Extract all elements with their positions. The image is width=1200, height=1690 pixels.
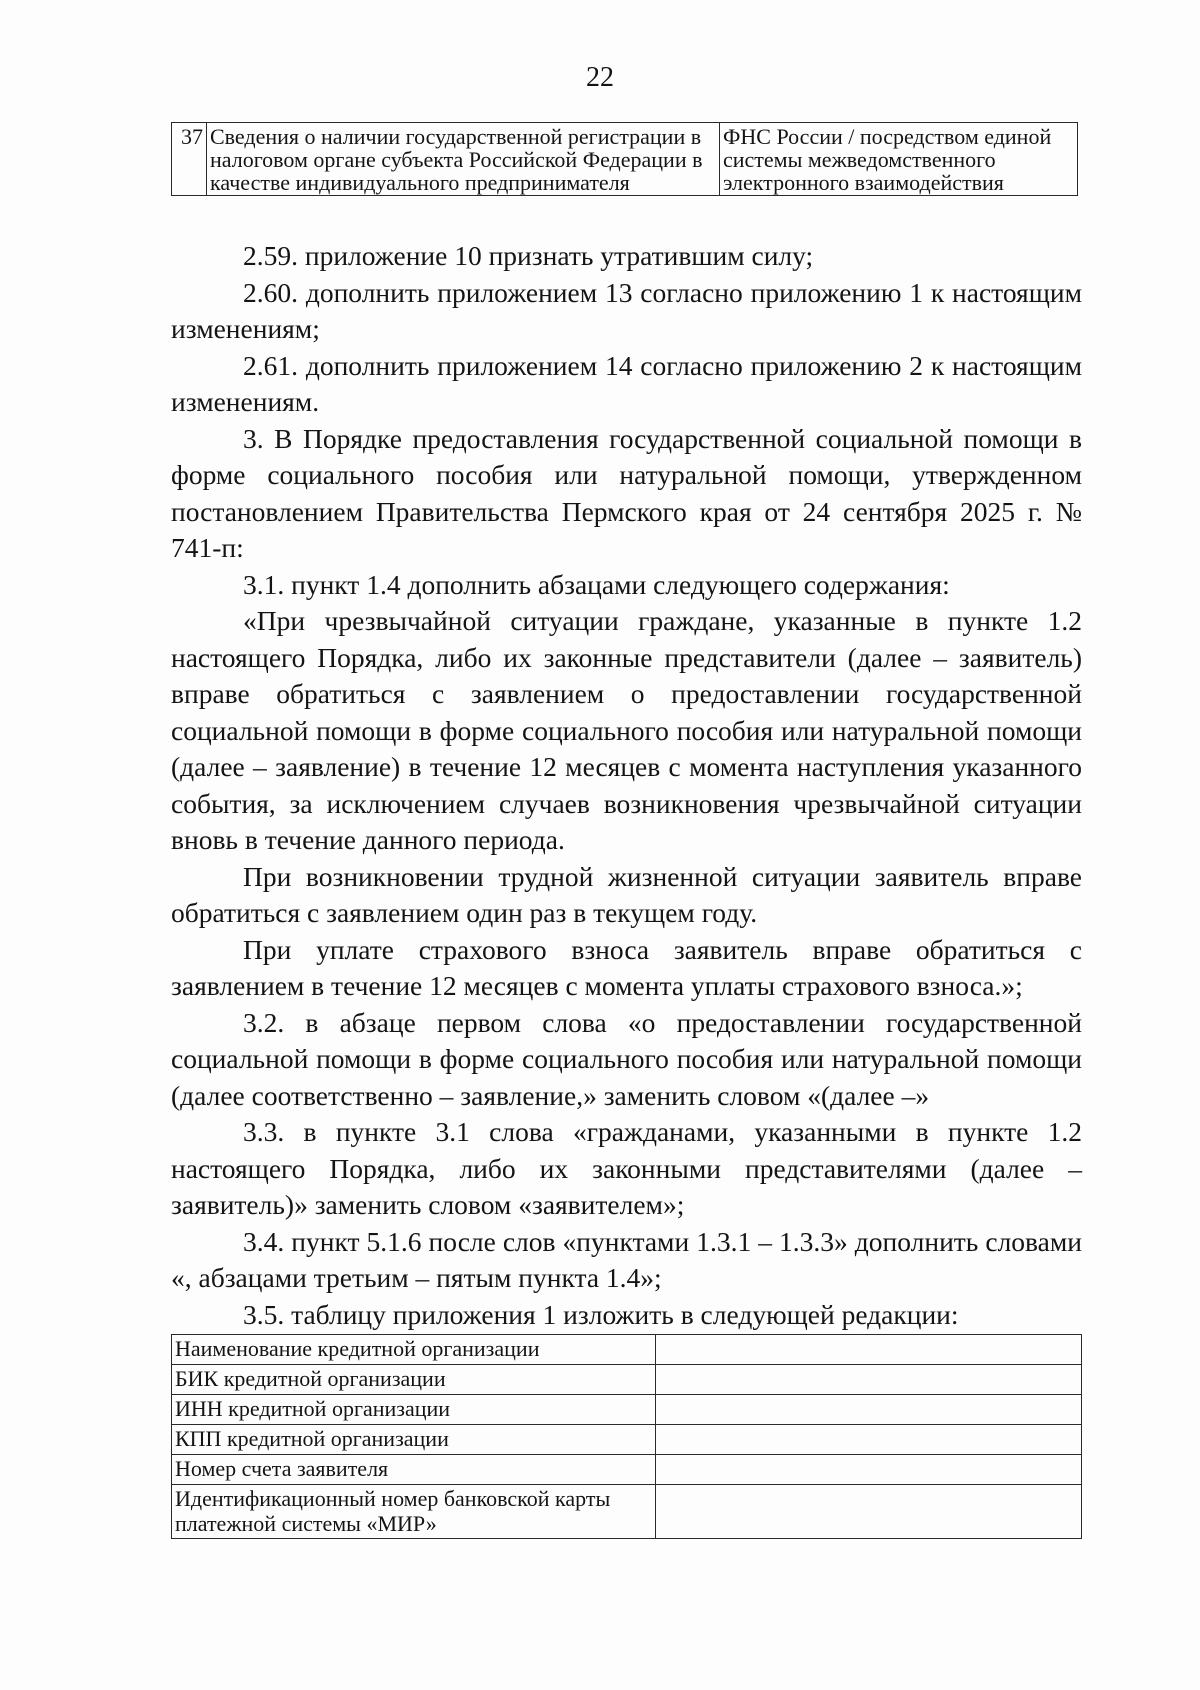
paragraph-3: 3. В Порядке предоставления государственной социальной помощи в форме социального пособия или натуральной помощи, утвержденном постановлением Правительства Пермского края от 24 сентября 2025 г. № 741-п: xyxy=(171,422,1082,563)
table-row xyxy=(172,1455,1082,1485)
table-row xyxy=(172,1335,1082,1365)
bank-name-value xyxy=(656,1335,1082,1365)
paragraph-3-4: 3.4. пункт 5.1.6 после слов «пунктами 1.3.1 – 1.3.3» дополнить словами «, абзацами третьим – пятым пункта 1.4»; xyxy=(171,1225,1082,1293)
paragraph-quote-3: При уплате страхового взноса заявитель вправе обратиться с заявлением в течение 12 месяцев с момента уплаты страхового взноса.»; xyxy=(171,933,1082,1001)
table-row xyxy=(172,123,1078,196)
paragraph-quote-2: При возникновении трудной жизненной ситуации заявитель вправе обратиться с заявлением один раз в текущем году. xyxy=(171,860,1082,928)
paragraph-quote-1: «При чрезвычайной ситуации граждане, указанные в пункте 1.2 настоящего Порядка, либо их законные представители (далее – заявитель) вправе обратиться с заявлением о предоставлении государственной социальной помощи в форме социального пособия или натуральной помощи (далее – заявление) в течение 12 месяцев с момента наступления указанного события, за исключением случаев возникновения чрезвычайной ситуации вновь в течение данного периода. xyxy=(171,605,1082,855)
inn-label: ИНН кредитной организации xyxy=(172,1395,656,1425)
card-number-label: Идентификационный номер банковской карты платежной системы «МИР» xyxy=(172,1485,656,1539)
bank-details-table xyxy=(171,1334,1082,1539)
table-row xyxy=(172,1395,1082,1425)
paragraph-3-2: 3.2. в абзаце первом слова «о предоставлении государственной социальной помощи в форме социального пособия или натуральной помощи (далее соответственно – заявление,» заменить словом «(далее –» xyxy=(171,1006,1082,1111)
paragraph-2-59: 2.59. приложение 10 признать утратившим силу; xyxy=(243,240,814,271)
row-source: ФНС России / посредством единой системы межведомственного электронного взаимодействия xyxy=(720,123,1078,196)
kpp-label: КПП кредитной организации xyxy=(172,1425,656,1455)
table-row xyxy=(172,1365,1082,1395)
services-table xyxy=(171,122,1078,196)
paragraph-3-5: 3.5. таблицу приложения 1 изложить в следующей редакции: xyxy=(243,1298,959,1330)
paragraph-2-60: 2.60. дополнить приложением 13 согласно приложению 1 к настоящим изменениям; xyxy=(171,276,1082,344)
table-row xyxy=(172,1425,1082,1455)
account-number-label: Номер счета заявителя xyxy=(172,1455,656,1485)
paragraph-3-1: 3.1. пункт 1.4 дополнить абзацами следующего содержания: xyxy=(243,568,950,600)
row-number: 37 xyxy=(172,123,207,196)
paragraph-3-3: 3.3. в пункте 3.1 слова «гражданами, указанными в пункте 1.2 настоящего Порядка, либо их законными представителями (далее – заявитель)» заменить словом «заявителем»; xyxy=(171,1116,1082,1220)
bik-label: БИК кредитной организации xyxy=(172,1365,656,1395)
inn-value xyxy=(656,1395,1082,1425)
document-body xyxy=(171,238,1082,1333)
paragraph-2-61: 2.61. дополнить приложением 14 согласно приложению 2 к настоящим изменениям. xyxy=(171,349,1082,417)
page-number: 22 xyxy=(586,62,614,93)
account-number-value xyxy=(656,1455,1082,1485)
row-description: Сведения о наличии государственной регистрации в налоговом органе субъекта Российской Федерации в качестве индивидуального предпринимателя xyxy=(207,123,720,196)
bank-name-label: Наименование кредитной организации xyxy=(172,1335,656,1365)
card-number-value xyxy=(656,1485,1082,1539)
table-row xyxy=(172,1485,1082,1539)
kpp-value xyxy=(656,1425,1082,1455)
bik-value xyxy=(656,1365,1082,1395)
